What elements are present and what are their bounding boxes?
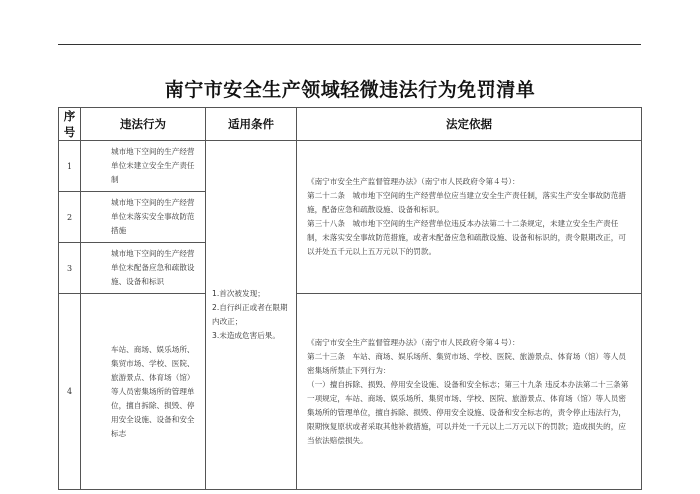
basis-paragraph: 第二十二条 城市地下空间的生产经营单位应当建立安全生产责任制，落实生产安全事故防范措施，配备应急和疏散设施、设备和标识。 (307, 191, 626, 214)
page-title: 南宁市安全生产领域轻微违法行为免罚清单 (164, 79, 536, 101)
row-act: 城市地下空间的生产经营单位未建立安全生产责任制 (81, 141, 206, 192)
table-row (59, 294, 642, 490)
header-seq: 序号 (59, 108, 81, 141)
header-cond: 适用条件 (206, 108, 297, 141)
header-basis: 法定依据 (297, 108, 642, 141)
condition-line: 3.未造成危害后果。 (212, 331, 280, 340)
row-seq: 3 (59, 243, 81, 294)
basis-paragraph: 《南宁市安全生产监督管理办法》（南宁市人民政府令第４号）： (307, 337, 520, 347)
basis-paragraph: （一）擅自拆除、损毁、停用安全设施、设备和安全标志；第三十九条 违反本办法第二十三条第一项规定，车站、商场、娱乐场所、集贸市场、学校、医院、旅游景点、体育场（馆）等人员密集场所的管理单位，擅自拆除、损毁、停用安全设施、设备和安全标志的，责令停止违法行为，限期恢复原状或者采取其他补救措施，可以并处一千元以上二万元以下的罚款；造成损失的，应当依法赔偿损失。 (307, 379, 629, 445)
row-seq: 4 (59, 294, 81, 490)
basis-cell-1 (297, 141, 642, 294)
exemption-table (58, 107, 642, 490)
row-seq: 1 (59, 141, 81, 192)
row-act: 车站、商场、娱乐场所、集贸市场、学校、医院、旅游景点、体育场（馆）等人员密集场所的管理单位，擅自拆除、损毁、停用安全设施、设备和安全标志 (81, 294, 206, 490)
basis-cell-2 (297, 294, 642, 490)
row-act: 城市地下空间的生产经营单位未落实安全事故防范措施 (81, 192, 206, 243)
condition-line: 1.首次被发现； (212, 289, 265, 298)
row-seq: 2 (59, 192, 81, 243)
table-row (59, 141, 642, 192)
header-act: 违法行为 (81, 108, 206, 141)
basis-paragraph: 第三十八条 城市地下空间的生产经营单位违反本办法第二十二条规定，未建立安全生产责任制，未落实安全事故防范措施，或者未配备应急和疏散设施、设备和标识的，责令限期改正，可以并处五千元以上五万元以下的罚款。 (307, 219, 626, 256)
basis-paragraph: 第二十三条 车站、商场、娱乐场所、集贸市场、学校、医院、旅游景点、体育场（馆）等人员密集场所禁止下列行为： (307, 351, 626, 375)
condition-line: 2.自行纠正或者在限期内改正； (212, 303, 288, 326)
conditions-cell (206, 141, 297, 490)
basis-paragraph: 《南宁市安全生产监督管理办法》（南宁市人民政府令第４号）： (307, 177, 520, 186)
row-act: 城市地下空间的生产经营单位未配备应急和疏散设施、设备和标识 (81, 243, 206, 294)
top-rule (58, 44, 641, 45)
table-header-row (59, 108, 642, 141)
